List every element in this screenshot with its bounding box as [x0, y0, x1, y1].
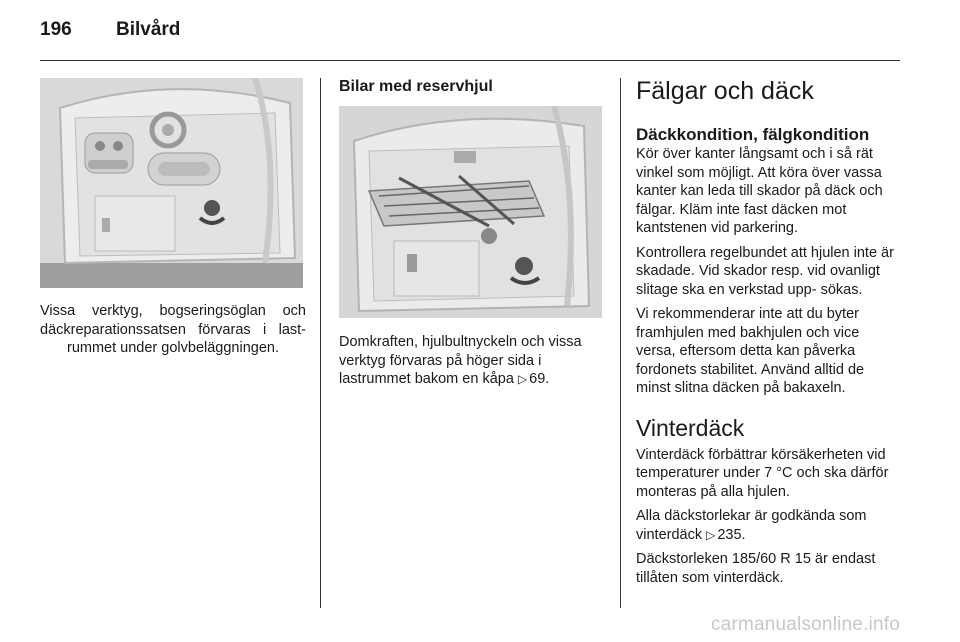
section-title: Bilvård	[116, 19, 181, 40]
page-reference-icon: ▷	[706, 527, 716, 542]
column-divider-1	[320, 78, 321, 608]
spare-wheel-heading: Bilar med reservhjul	[339, 78, 493, 95]
page-reference[interactable]: 235.	[717, 526, 746, 543]
wheels-tyres-section	[636, 75, 902, 593]
watermark: carmanualsonline.info	[710, 614, 900, 635]
cargo-floor-tools-photo	[40, 78, 303, 288]
paragraph: Vinterdäck förbättrar körsäkerheten vid temperaturer under 7 °C och ska därför monteras på alla hjulen.	[636, 446, 889, 500]
caption-text: Domkraften, hjulbultnyckeln och vissa verktyg förvaras på höger sida i lastrummet bakom en kåpa	[339, 334, 582, 387]
winter-tyres-heading: Vinterdäck	[636, 414, 745, 441]
photo-2-caption	[339, 333, 605, 389]
caption-text: Vissa verktyg, bogseringsöglan och däckreparationssatsen förvaras i last- rummet under golvbeläggningen.	[40, 303, 306, 356]
paragraph: Vi rekommenderar inte att du byter framhjulen med bakhjulen och vice versa, eftersom detta kan påverka fordonets stabilitet. Använd alltid de minst slitna däcken på bakaxeln.	[636, 306, 865, 396]
page-reference-icon: ▷	[517, 372, 528, 386]
header-divider	[40, 60, 900, 61]
paragraph: Alla däckstorlekar är godkända som vinterdäck ▷ 235.	[636, 508, 867, 543]
paragraph: Kör över kanter långsamt och i så rät vinkel som möjligt. Att köra över vassa kanter kan leda till skador på däck och fälgar. Kläm inte fast däcken mot kantstenen vid parkering.	[636, 146, 883, 236]
page-reference[interactable]: 69.	[529, 371, 550, 387]
column-divider-2	[620, 78, 621, 608]
jack-storage-photo	[339, 106, 602, 318]
subsection-heading: Däckkondition, fälgkondition	[636, 125, 870, 144]
paragraph: Däckstorleken 185/60 R 15 är endast tillåten som vinterdäck.	[636, 551, 876, 586]
section-heading: Fälgar och däck	[636, 77, 814, 105]
page-number: 196	[40, 19, 72, 40]
page-header	[40, 19, 180, 49]
photo-1-caption	[40, 302, 306, 358]
paragraph: Kontrollera regelbundet att hjulen inte är skadade. Vid skador resp. vid ovanligt slitage ska en verkstad upp- sökas.	[636, 244, 894, 298]
